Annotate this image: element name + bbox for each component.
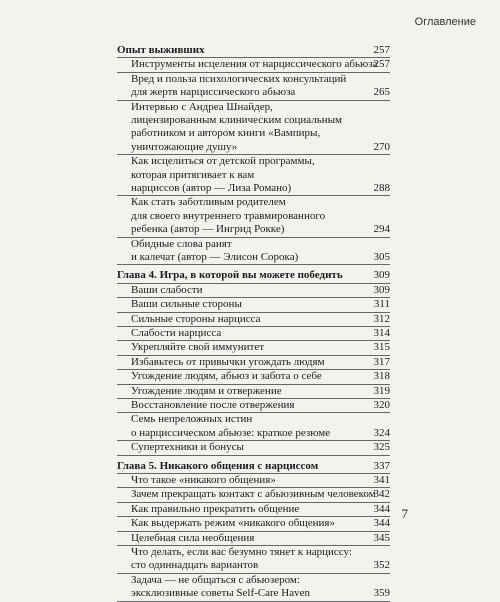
entry-title-line: Укрепляйте свой иммунитет bbox=[131, 341, 265, 354]
toc-entry bbox=[0, 58, 500, 71]
toc-entry bbox=[0, 284, 500, 297]
page-ref: 320 bbox=[373, 399, 390, 411]
entry-title-line: и калечат (автор — Элисон Сорока) bbox=[131, 250, 299, 263]
page-ref: 342 bbox=[373, 488, 390, 501]
toc-entry bbox=[0, 313, 500, 326]
page-ref: 325 bbox=[373, 441, 390, 454]
toc-entry bbox=[0, 399, 500, 412]
page-ref: 318 bbox=[373, 370, 390, 383]
page-ref: 288 bbox=[373, 181, 390, 194]
entry-separator bbox=[117, 264, 390, 265]
toc-entry bbox=[0, 385, 500, 398]
entry-title-line: Обидные слова ранят bbox=[131, 237, 232, 250]
chapter-title: Опыт выживших bbox=[117, 44, 205, 56]
entry-title-line: Как стать заботливым родителем bbox=[131, 196, 286, 209]
entry-title-line: сто одиннадцать вариантов bbox=[131, 559, 259, 572]
entry-title-line: Восстановление после отвержения bbox=[131, 399, 295, 411]
page-ref: 309 bbox=[373, 283, 390, 296]
toc-entry bbox=[0, 196, 500, 236]
entry-title-line: для своего внутреннего травмированного bbox=[131, 209, 326, 222]
entry-title-line: о нарциссическом абьюзе: краткое резюме bbox=[131, 426, 331, 439]
page-ref: 312 bbox=[373, 312, 390, 325]
toc-entry bbox=[0, 238, 500, 265]
page-ref: 319 bbox=[373, 384, 390, 397]
entry-title-line: Избавьтесь от привычки угождать людям bbox=[131, 355, 325, 368]
page-ref: 345 bbox=[373, 531, 390, 544]
page-ref: 317 bbox=[373, 355, 390, 368]
toc-entry bbox=[0, 474, 500, 487]
toc-entry bbox=[0, 341, 500, 354]
toc-entry bbox=[0, 298, 500, 311]
entry-title-line: работником и автором книги «Вампиры, bbox=[131, 127, 321, 140]
toc-entry bbox=[0, 101, 500, 155]
page-ref: 309 bbox=[373, 269, 390, 282]
entry-separator bbox=[117, 601, 390, 602]
page-ref: 344 bbox=[373, 502, 390, 515]
chapter-title: Глава 4. Игра, в которой вы можете победить bbox=[117, 269, 343, 282]
entry-title-line: для жертв нарциссического абьюза bbox=[131, 86, 296, 99]
toc-entry bbox=[0, 413, 500, 440]
entry-title-line: Угождение людям и отвержение bbox=[131, 384, 282, 397]
toc-chapter bbox=[0, 269, 500, 282]
entry-separator bbox=[117, 455, 390, 456]
entry-title-line: нарциссов (автор — Лиза Романо) bbox=[131, 181, 292, 194]
chapter-title: Глава 5. Никакого общения с нарциссом bbox=[117, 459, 319, 472]
entry-title-line: Интервью с Андреа Шнайдер, bbox=[131, 100, 273, 113]
entry-title-line: Слабости нарцисса bbox=[131, 327, 222, 339]
entry-title-line: Ваши сильные стороны bbox=[131, 298, 242, 311]
page-ref: 257 bbox=[373, 58, 390, 71]
toc-chapter bbox=[0, 460, 500, 473]
entry-title-line: ребенка (автор — Ингрид Рокке) bbox=[131, 223, 285, 236]
page-ref: 270 bbox=[373, 140, 390, 153]
page-ref: 311 bbox=[373, 298, 390, 311]
page-ref: 352 bbox=[373, 559, 390, 572]
page-ref: 314 bbox=[373, 327, 390, 339]
page-ref: 341 bbox=[373, 474, 390, 486]
page-ref: 344 bbox=[373, 517, 390, 530]
toc-entry bbox=[0, 488, 500, 501]
entry-title-line: Супертехники и бонусы bbox=[131, 441, 244, 454]
entry-title-line: Как выдержать режим «никакого общения» bbox=[131, 517, 335, 530]
entry-title-line: Инструменты исцеления от нарциссического абьюза bbox=[131, 58, 378, 71]
entry-title-line: лицензированным клиническим социальным bbox=[131, 113, 342, 126]
toc-entry bbox=[0, 574, 500, 601]
entry-title-line: Задача — не общаться с абьюзером: bbox=[131, 573, 300, 586]
entry-title-line: Что такое «никакого общения» bbox=[131, 474, 276, 486]
entry-title-line: Угождение людям, абьюз и забота о себе bbox=[131, 370, 322, 383]
toc-entry bbox=[0, 441, 500, 454]
toc-entry bbox=[0, 356, 500, 369]
entry-title-line: Ваши слабости bbox=[131, 283, 203, 296]
entry-title-line: Вред и польза психологических консультаций bbox=[131, 72, 347, 85]
toc-chapter bbox=[0, 44, 500, 57]
entry-title-line: которая притягивает к вам bbox=[131, 168, 255, 181]
entry-title-line: Как исцелиться от детской программы, bbox=[131, 155, 315, 168]
page-ref: 337 bbox=[373, 459, 390, 472]
toc-entry bbox=[0, 73, 500, 100]
page-ref: 359 bbox=[373, 587, 390, 600]
entry-title-line: Семь непреложных истин bbox=[131, 413, 253, 426]
page-number: 7 bbox=[401, 506, 408, 521]
entry-title-line: Зачем прекращать контакт с абьюзивным человеком bbox=[131, 488, 376, 501]
page-ref: 265 bbox=[373, 86, 390, 99]
entry-title-line: Сильные стороны нарцисса bbox=[131, 312, 261, 325]
entry-title-line: Целебная сила необщения bbox=[131, 531, 255, 544]
entry-title-line: Как правильно прекратить общение bbox=[131, 502, 300, 515]
toc-entry bbox=[0, 155, 500, 195]
page-ref: 324 bbox=[373, 426, 390, 439]
toc-entry bbox=[0, 503, 500, 516]
toc-entry bbox=[0, 517, 500, 530]
toc-entry bbox=[0, 546, 500, 573]
toc-entry bbox=[0, 532, 500, 545]
entry-title-line: эксклюзивные советы Self-Care Haven bbox=[131, 587, 311, 600]
page-ref: 315 bbox=[373, 341, 390, 354]
page-ref: 257 bbox=[373, 44, 390, 56]
entry-title-line: Что делать, если вас безумно тянет к нарциссу: bbox=[131, 546, 352, 558]
page-ref: 305 bbox=[373, 250, 390, 263]
toc-entry bbox=[0, 327, 500, 340]
running-header: Оглавление bbox=[414, 16, 476, 28]
page-ref: 294 bbox=[373, 223, 390, 236]
entry-title-line: уничтожающие душу» bbox=[131, 140, 238, 153]
toc-entry bbox=[0, 370, 500, 383]
